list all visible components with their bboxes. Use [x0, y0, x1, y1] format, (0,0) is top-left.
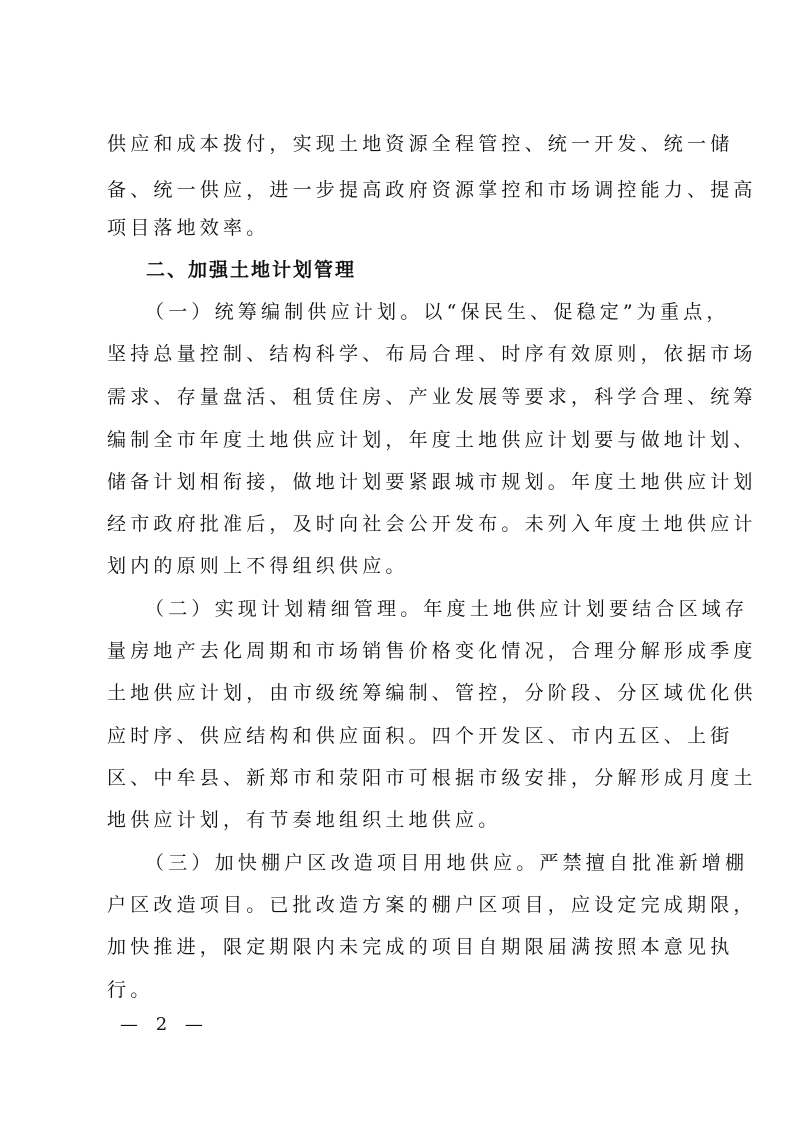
- paragraph-line: 划内的原则上不得组织供应。: [107, 555, 409, 577]
- paragraph-line: 储备计划相衔接，做地计划要紧跟城市规划。年度土地供应计划: [107, 471, 757, 493]
- paragraph-line: 行。: [107, 979, 154, 1001]
- item-3-first-line: [0, 851, 794, 875]
- item-1-text: 以“保民生、促稳定”为重点，: [423, 301, 730, 323]
- item-2-text: 年度土地供应计划要结合区域存: [423, 598, 749, 620]
- paragraph-line: 供应和成本拨付，实现土地资源全程管控、统一开发、统一储: [107, 133, 734, 155]
- paragraph-line: 需求、存量盘活、租赁住房、产业发展等要求，科学合理、统筹: [107, 386, 757, 408]
- paragraph-line: 加快推进，限定期限内未完成的项目自期限届满按照本意见执: [107, 936, 734, 958]
- item-3-heading: （三）加快棚户区改造项目用地供应。: [145, 852, 540, 874]
- paragraph-line: 应时序、供应结构和供应面积。四个开发区、市内五区、上街: [107, 725, 734, 747]
- paragraph-line: 备、统一供应，进一步提高政府资源掌控和市场调控能力、提高: [107, 179, 757, 201]
- item-1-first-line: [0, 300, 794, 324]
- item-1-heading: （一）统筹编制供应计划。: [145, 301, 424, 323]
- paragraph-line: 编制全市年度土地供应计划，年度土地供应计划要与做地计划、: [107, 429, 757, 451]
- paragraph-line: 项目落地效率。: [107, 217, 270, 239]
- paragraph-line: 经市政府批准后，及时向社会公开发布。未列入年度土地供应计: [107, 513, 757, 535]
- page-number: — 2 —: [120, 1014, 209, 1035]
- paragraph-line: 坚持总量控制、结构科学、布局合理、时序有效原则，依据市场: [107, 343, 757, 365]
- item-2-first-line: [0, 597, 794, 621]
- section-heading: 二、加强土地计划管理: [146, 259, 357, 281]
- paragraph-line: 量房地产去化周期和市场销售价格变化情况，合理分解形成季度: [107, 640, 757, 662]
- paragraph-line: 地供应计划，有节奏地组织土地供应。: [107, 809, 502, 831]
- item-3-text: 严禁擅自批准新增棚: [539, 852, 749, 874]
- paragraph-line: 区、中牟县、新郑市和荥阳市可根据市级安排，分解形成月度土: [107, 767, 757, 789]
- paragraph-line: 土地供应计划，由市级统筹编制、管控，分阶段、分区域优化供: [107, 682, 757, 704]
- paragraph-line: 户区改造项目。已批改造方案的棚户区项目，应设定完成期限，: [107, 894, 757, 916]
- item-2-heading: （二）实现计划精细管理。: [145, 598, 424, 620]
